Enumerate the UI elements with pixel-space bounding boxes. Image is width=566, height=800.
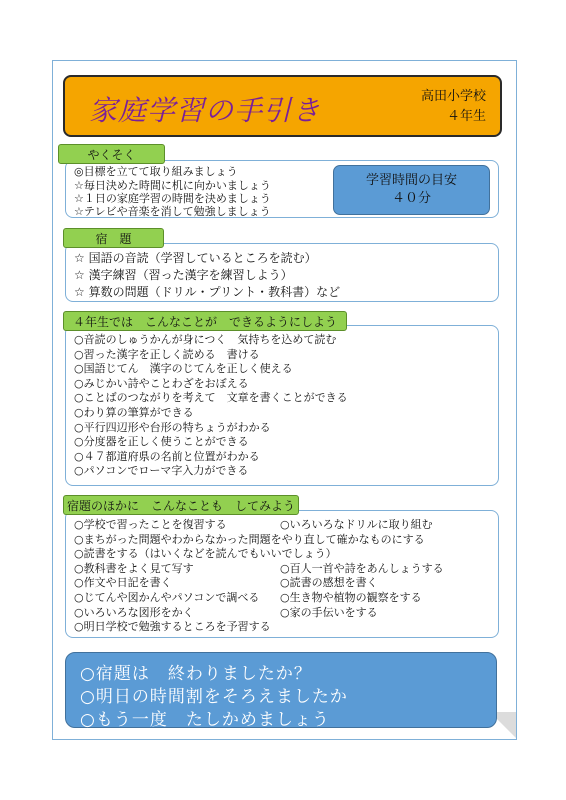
reminder-line: ○宿題は 終わりましたか？: [80, 664, 312, 684]
extra-item: ○読書をする（はいくなどを読んでもいいでしょう）: [74, 547, 337, 561]
goal-item: ○４７都道府県の名前と位置がわかる: [74, 449, 260, 463]
goal-item: ○習った漢字を正しく読める 書ける: [74, 347, 260, 361]
extra-item: ○まちがった問題やわからなかった問題をやり直して確かなものにする: [74, 532, 425, 546]
promise-item: ☆テレビや音楽を消して勉強しましょう: [74, 205, 271, 218]
promise-item: ☆１日の家庭学習の時間を決めましょう: [74, 192, 271, 205]
promise-tab: やくそく: [58, 144, 165, 164]
goal-item: ○分度器を正しく使うことができる: [74, 435, 249, 449]
goal-item: ○国語じてん 漢字のじてんを正しく使える: [74, 362, 293, 376]
reminder-box: [65, 652, 497, 728]
homework-item: ☆ 算数の問題（ドリル・プリント・教科書）など: [74, 285, 341, 299]
guide-title: 学習時間の目安: [365, 173, 457, 188]
goal-item: ○パソコンでローマ字入力ができる: [74, 464, 249, 478]
header-banner: [63, 75, 502, 137]
reminder-line: ○明日の時間割をそろえましたか: [80, 687, 348, 707]
promise-item: ◎目標を立てて取り組みましょう: [74, 165, 238, 178]
school-name: 高田小学校: [420, 89, 486, 104]
reminder-line: ○もう一度 たしかめましょう: [80, 710, 330, 730]
page-title: 家庭学習の手引き: [89, 94, 322, 127]
school-info: [421, 87, 486, 127]
extra-item: ○じてんや図かんやパソコンで調べる: [74, 591, 260, 604]
goal-item: ○わり算の筆算ができる: [74, 406, 194, 419]
extra-item: ○学校で習ったことを復習する: [74, 518, 227, 531]
extra-item: ○作文や日記を書く: [74, 576, 172, 590]
extra-item: ○教科書をよく見て写す: [74, 561, 194, 575]
goal-item: ○音読のしゅうかんが身につく 気持ちを込めて読む: [74, 333, 337, 346]
goals-tab: ４年生では こんなことが できるようにしよう: [63, 311, 347, 331]
extra-item: ○家の手伝いをする: [280, 605, 378, 619]
homework-item: ☆ 漢字練習（習った漢字を練習しよう）: [74, 268, 293, 282]
extra-item: ○生き物や植物の観察をする: [280, 591, 422, 604]
extra-item: ○いろいろな図形をかく: [74, 605, 194, 619]
extra-item: ○読書の感想を書く: [280, 576, 378, 590]
extra-item: ○明日学校で勉強するところを予習する: [74, 620, 271, 634]
goal-item: ○ことばのつながりを考えて 文章を書くことができる: [74, 391, 348, 405]
homework-tab: 宿 題: [63, 228, 164, 248]
grade-label: ４年生: [446, 109, 486, 124]
extra-tab: 宿題のほかに こんなことも してみよう: [63, 495, 299, 515]
extra-item: ○いろいろなドリルに取り組む: [280, 518, 433, 531]
promise-item: ☆毎日決めた時間に机に向かいましょう: [74, 179, 271, 192]
extra-item: ○百人一首や詩をあんしょうする: [280, 561, 444, 575]
goal-item: ○みじかい詩やことわざをおぼえる: [74, 376, 249, 390]
homework-item: ☆ 国語の音読（学習しているところを読む）: [74, 251, 317, 265]
guide-value: ４０分: [391, 191, 431, 206]
goal-item: ○平行四辺形や台形の特ちょうがわかる: [74, 420, 271, 434]
study-time-guide: [333, 165, 490, 215]
